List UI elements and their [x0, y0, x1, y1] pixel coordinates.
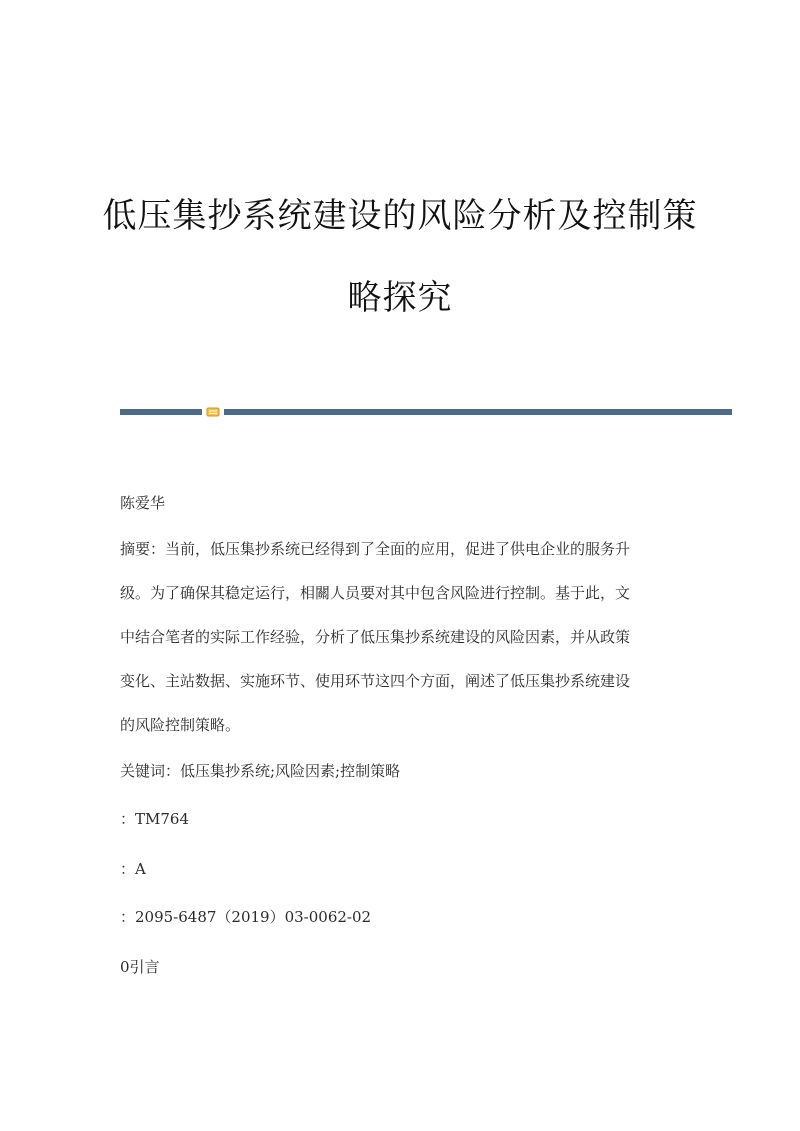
abstract-line: 变化、主站数据、实施环节、使用环节这四个方面，阐述了低压集抄系统建设 [120, 672, 631, 690]
title-line-2: 略探究 [347, 278, 453, 318]
divider-bar-left [120, 409, 202, 415]
abstract-line: 中结合笔者的实际工作经验，分析了低压集抄系统建设的风险因素，并从政策 [120, 628, 631, 646]
divider-ornament-icon [206, 407, 220, 417]
abstract-line: 级。为了确保其稳定运行，相關人员要对其中包含风险进行控制。基于此，文 [120, 584, 631, 602]
classification-number: ：TM764 [120, 810, 189, 828]
author-name: 陈爱华 [120, 494, 166, 512]
abstract-line: 摘要：当前，低压集抄系统已经得到了全面的应用，促进了供电企业的服务升 [120, 540, 631, 558]
title-divider [120, 408, 732, 416]
abstract [120, 527, 680, 747]
title-line-1: 低压集抄系统建设的风险分析及控制策 [102, 196, 698, 236]
section-heading: 0引言 [120, 958, 160, 976]
abstract-line: 的风险控制策略。 [120, 716, 241, 734]
document-code: ：A [120, 860, 146, 878]
keywords: 关键词：低压集抄系统;风险因素;控制策略 [120, 762, 401, 780]
article-number: ：2095-6487（2019）03-0062-02 [120, 908, 372, 926]
divider-bar-right [224, 409, 732, 415]
